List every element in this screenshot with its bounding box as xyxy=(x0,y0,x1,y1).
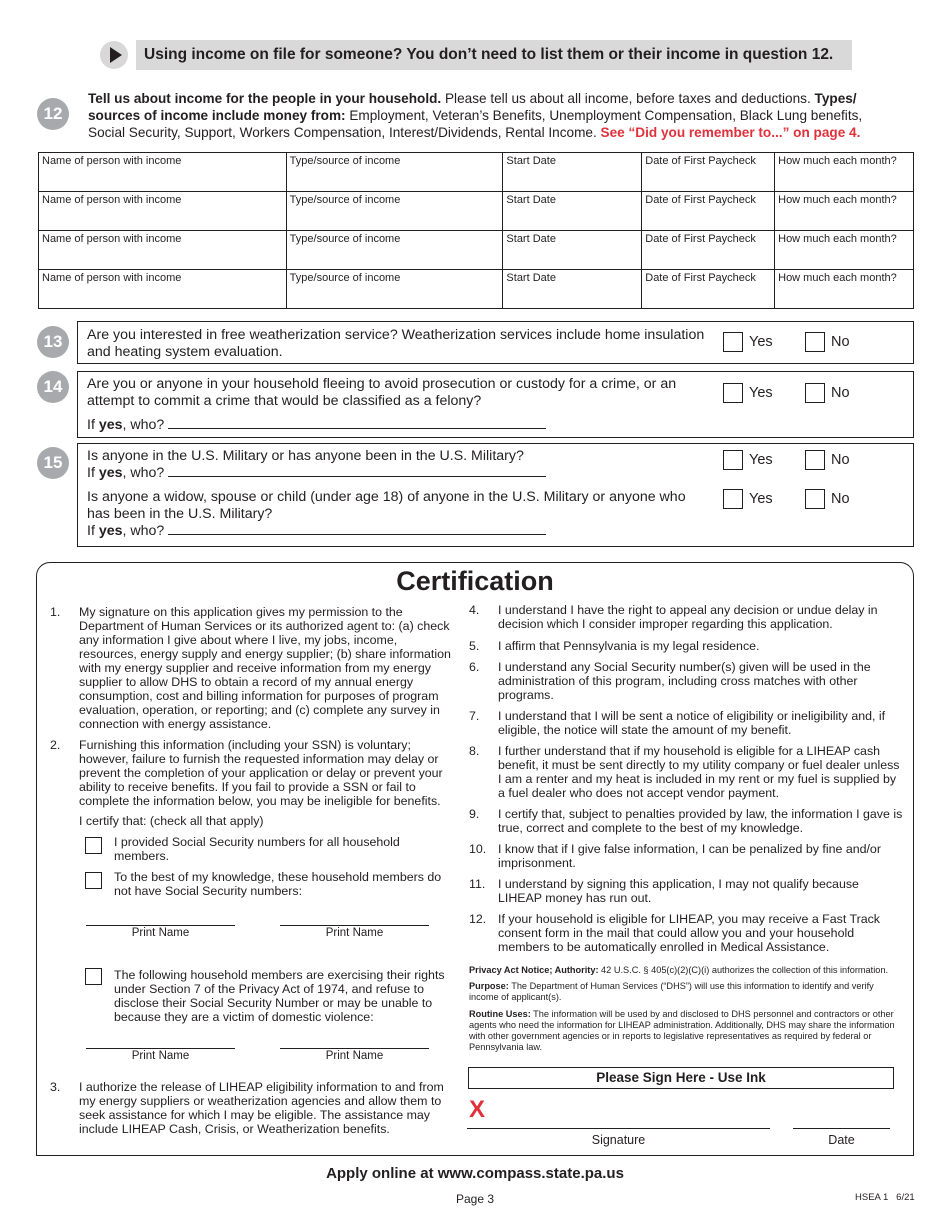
q14-if-bold: yes xyxy=(98,417,123,433)
privacy-act-notice xyxy=(469,965,899,976)
print-name-line[interactable] xyxy=(280,925,429,926)
privacy-label: Privacy Act Notice; Authority: xyxy=(469,965,599,975)
q13-yes-label: Yes xyxy=(749,334,773,350)
print-name-line[interactable] xyxy=(86,925,235,926)
signature-x-mark: X xyxy=(469,1096,486,1123)
table-row[interactable] xyxy=(39,192,914,231)
q13-no[interactable] xyxy=(805,332,850,352)
q15b-no-label: No xyxy=(831,491,850,507)
person-name-cell[interactable]: Name of person with income xyxy=(39,231,287,270)
question-14-text: Are you or anyone in your household fleeing to avoid prosecution or custody for a crime, or an attempt to commit a crime that would be classified as a felony? xyxy=(87,376,677,409)
purpose-notice xyxy=(469,981,899,1003)
q15a-if-prefix: If xyxy=(87,465,99,481)
cert-item-text: I understand any Social Security number(s) given will be used in the administration of this program, including cross matches with other programs. xyxy=(498,660,871,702)
start-date-cell[interactable]: Start Date xyxy=(503,231,642,270)
q12-text-1: Please tell us about all income, before taxes and deductions. xyxy=(441,91,815,106)
table-row[interactable] xyxy=(39,153,914,192)
routine-uses-notice xyxy=(469,1009,899,1053)
cert-item-text: I know that if I give false information, I can be penalized by fine and/or imprisonment. xyxy=(498,842,881,870)
q15a-no[interactable] xyxy=(805,450,850,470)
privacy-refuse-checkbox[interactable] xyxy=(85,968,102,985)
question-14-number: 14 xyxy=(37,371,69,403)
cert-item-text: I further understand that if my household is eligible for a LIHEAP cash benefit, it must be sent directly to my utility company or fuel dealer unless I am a renter and my heat is included in my rent or my fuel is supplied by a fuel dealer who does not accept vendor payment. xyxy=(498,744,900,800)
cert-item-number: 5. xyxy=(469,639,480,653)
q15b-yes-checkbox[interactable] xyxy=(723,489,743,509)
income-type-cell[interactable]: Type/source of income xyxy=(286,192,503,231)
date-line[interactable] xyxy=(793,1128,890,1129)
q15a-no-label: No xyxy=(831,452,850,468)
q12-bold-2: Types/ sources of income include money from: xyxy=(88,91,857,123)
print-name-caption: Print Name xyxy=(325,927,384,939)
question-14-box xyxy=(77,371,914,438)
q13-no-label: No xyxy=(831,334,850,350)
q14-yes-checkbox[interactable] xyxy=(723,383,743,403)
cert-item-number: 2. xyxy=(50,738,61,752)
q14-who-field[interactable] xyxy=(168,417,546,429)
privacy-text: 42 U.S.C. § 405(c)(2)(C)(i) authorizes the collection of this information. xyxy=(598,965,889,975)
date-caption: Date xyxy=(828,1133,855,1147)
signature-caption: Signature xyxy=(591,1133,646,1147)
print-name-caption: Print Name xyxy=(131,927,190,939)
q15a-yes-label: Yes xyxy=(749,452,773,468)
q15b-yes[interactable] xyxy=(723,489,773,509)
cert-item-number: 11. xyxy=(469,877,486,891)
q14-yes-label: Yes xyxy=(749,385,773,401)
person-name-cell[interactable]: Name of person with income xyxy=(39,153,287,192)
cert-item-number: 7. xyxy=(469,709,480,723)
income-type-cell[interactable]: Type/source of income xyxy=(286,270,503,309)
certification-section xyxy=(36,562,914,1156)
first-paycheck-cell[interactable]: Date of First Paycheck xyxy=(642,153,775,192)
q15a-who-field[interactable] xyxy=(168,465,546,477)
question-15-box xyxy=(77,443,914,547)
q15a-if-yes-who xyxy=(87,465,546,482)
apply-online-text: Apply online at www.compass.state.pa.us xyxy=(326,1165,624,1182)
cert-item-text: I affirm that Pennsylvania is my legal residence. xyxy=(498,639,760,653)
table-row[interactable] xyxy=(39,270,914,309)
cert-item-text: If your household is eligible for LIHEAP, you may receive a Fast Track consent form in the mail that could allow you and your household members to be automatically enrolled in Medical Assistance. xyxy=(498,912,880,954)
cert-item-text: Furnishing this information (including your SSN) is voluntary; however, failure to furnish the requested information may delay or prevent the completion of your application or delay or prevent your ability to receive benefits. If you fail to provide a SSN or fail to complete the information below, you may be ineligible for benefits. xyxy=(79,738,443,808)
first-paycheck-cell[interactable]: Date of First Paycheck xyxy=(642,192,775,231)
question-13-number: 13 xyxy=(37,326,69,358)
q14-if-prefix: If xyxy=(87,417,99,433)
monthly-amount-cell[interactable]: How much each month? xyxy=(775,270,914,309)
q14-if-yes-who xyxy=(87,417,546,434)
q14-no[interactable] xyxy=(805,383,850,403)
income-table xyxy=(38,152,914,309)
routine-label: Routine Uses: xyxy=(469,1009,531,1019)
q13-yes[interactable] xyxy=(723,332,773,352)
q15b-if-yes-who xyxy=(87,523,546,540)
monthly-amount-cell[interactable]: How much each month? xyxy=(775,231,914,270)
cert-item-number: 6. xyxy=(469,660,480,674)
print-name-caption: Print Name xyxy=(131,1050,190,1062)
q15b-no-checkbox[interactable] xyxy=(805,489,825,509)
person-name-cell[interactable]: Name of person with income xyxy=(39,270,287,309)
monthly-amount-cell[interactable]: How much each month? xyxy=(775,192,914,231)
cert-item-number: 12. xyxy=(469,912,487,926)
q13-yes-checkbox[interactable] xyxy=(723,332,743,352)
q14-no-checkbox[interactable] xyxy=(805,383,825,403)
page-number: Page 3 xyxy=(455,1192,495,1206)
q14-no-label: No xyxy=(831,385,850,401)
q15a-if-suffix: , who? xyxy=(122,465,165,481)
q15b-no[interactable] xyxy=(805,489,850,509)
no-ssn-checkbox[interactable] xyxy=(85,872,102,889)
start-date-cell[interactable]: Start Date xyxy=(503,270,642,309)
info-banner xyxy=(100,40,852,70)
q15b-yes-label: Yes xyxy=(749,491,773,507)
question-15a-text: Is anyone in the U.S. Military or has anyone been in the U.S. Military? xyxy=(87,448,524,464)
first-paycheck-cell[interactable]: Date of First Paycheck xyxy=(642,231,775,270)
q12-text-2: Employment, Veteran’s Benefits, Unemployment Compensation, Black Lung benefits, Social Security, Support, Workers Compensation, Interest/Dividends, Rental Income. xyxy=(88,108,863,140)
ssn-provided-checkbox[interactable] xyxy=(85,837,102,854)
q14-yes[interactable] xyxy=(723,383,773,403)
cert-item-text: I authorize the release of LIHEAP eligibility information to and from my energy suppliers or weatherization agencies and allow them to seek assistance for which I may be eligible. The assistance may include LIHEAP Cash, Crisis, or Weatherization benefits. xyxy=(79,1080,444,1136)
check1-text: I provided Social Security numbers for all household members. xyxy=(114,835,400,863)
certify-label: I certify that: (check all that apply) xyxy=(79,814,264,828)
cert-item-number: 9. xyxy=(469,807,480,821)
play-arrow-icon xyxy=(100,41,128,69)
q13-no-checkbox[interactable] xyxy=(805,332,825,352)
person-name-cell[interactable]: Name of person with income xyxy=(39,192,287,231)
cert-item-text: I understand that I will be sent a notice of eligibility or ineligibility and, if eligible, the notice will state the amount of my benefit. xyxy=(498,709,886,737)
q15a-yes[interactable] xyxy=(723,450,773,470)
question-13-box xyxy=(77,321,914,364)
q14-if-suffix: , who? xyxy=(122,417,165,433)
question-12-text xyxy=(88,90,898,141)
cert-item-number: 8. xyxy=(469,744,480,758)
cert-item-number: 3. xyxy=(50,1080,61,1094)
q15b-who-field[interactable] xyxy=(168,523,546,535)
q15a-no-checkbox[interactable] xyxy=(805,450,825,470)
cert-item-text: I understand I have the right to appeal any decision or undue delay in decision which I consider improper regarding this application. xyxy=(498,603,878,631)
cert-item-text: I understand by signing this application, I may not qualify because LIHEAP money has run out. xyxy=(498,877,859,905)
question-12-number: 12 xyxy=(37,98,69,130)
monthly-amount-cell[interactable]: How much each month? xyxy=(775,153,914,192)
print-name-caption: Print Name xyxy=(325,1050,384,1062)
first-paycheck-cell[interactable]: Date of First Paycheck xyxy=(642,270,775,309)
cert-item-text: My signature on this application gives my permission to the Department of Human Services or its authorized agent to: (a) check any information I give about where I live, my jobs, income, resources, energy supply and energy supplier; (b) share information with my energy supplier and receive information from my energy supplier to allow DHS to obtain a record of my annual energy consumption, cost and billing information for purposes of program evaluation, operation, or reporting; and (c) complete any survey in connection with energy assistance. xyxy=(79,605,451,731)
table-row[interactable] xyxy=(39,231,914,270)
q15b-if-bold: yes xyxy=(98,523,123,539)
q15b-if-suffix: , who? xyxy=(122,523,165,539)
purpose-label: Purpose: xyxy=(469,981,509,991)
form-id: HSEA 1 6/21 xyxy=(855,1192,915,1203)
q12-bold-1: Tell us about income for the people in your household. xyxy=(88,91,442,106)
q15a-yes-checkbox[interactable] xyxy=(723,450,743,470)
check2-text: To the best of my knowledge, these household members do not have Social Security numbers: xyxy=(114,870,442,898)
banner-text: Using income on file for someone? You don’t need to list them or their income in question 12. xyxy=(136,40,852,70)
routine-text: The information will be used by and disclosed to DHS personnel and contractors or other agents who need the information for LIHEAP administration. Additionally, DHS may share the information with other government agencies or in reports to legislative representatives as required by federal or Pennsylvania law. xyxy=(469,1009,895,1052)
cert-item-text: I certify that, subject to penalties provided by law, the information I gave is true, correct and complete to the best of my knowledge. xyxy=(498,807,903,835)
purpose-text: The Department of Human Services (“DHS”) will use this information to identify and verify income of applicant(s). xyxy=(469,981,874,1002)
q12-page-reference: See “Did you remember to...” on page 4. xyxy=(600,125,861,140)
q15b-if-prefix: If xyxy=(87,523,99,539)
signature-line[interactable] xyxy=(467,1128,770,1129)
print-name-line[interactable] xyxy=(86,1048,235,1049)
cert-item-number: 1. xyxy=(50,605,61,619)
question-13-text: Are you interested in free weatherization service? Weatherization services include home insulation and heating system evaluation. xyxy=(87,327,705,360)
print-name-line[interactable] xyxy=(280,1048,429,1049)
question-15-number: 15 xyxy=(37,447,69,479)
question-15b-text: Is anyone a widow, spouse or child (under age 18) of anyone in the U.S. Military or anyone who has been in the U.S. Military? xyxy=(87,489,686,522)
check3-text: The following household members are exercising their rights under Section 7 of the Privacy Act of 1974, and refuse to disclose their Social Security Number or may be unable to because they are a victim of domestic violence: xyxy=(114,968,445,1024)
income-type-cell[interactable]: Type/source of income xyxy=(286,231,503,270)
sign-here-box: Please Sign Here - Use Ink xyxy=(468,1067,894,1089)
start-date-cell[interactable]: Start Date xyxy=(503,153,642,192)
cert-item-number: 4. xyxy=(469,603,480,617)
certification-title: Certification xyxy=(396,566,554,596)
start-date-cell[interactable]: Start Date xyxy=(503,192,642,231)
income-type-cell[interactable]: Type/source of income xyxy=(286,153,503,192)
cert-item-number: 10. xyxy=(469,842,487,856)
q15a-if-bold: yes xyxy=(98,465,123,481)
